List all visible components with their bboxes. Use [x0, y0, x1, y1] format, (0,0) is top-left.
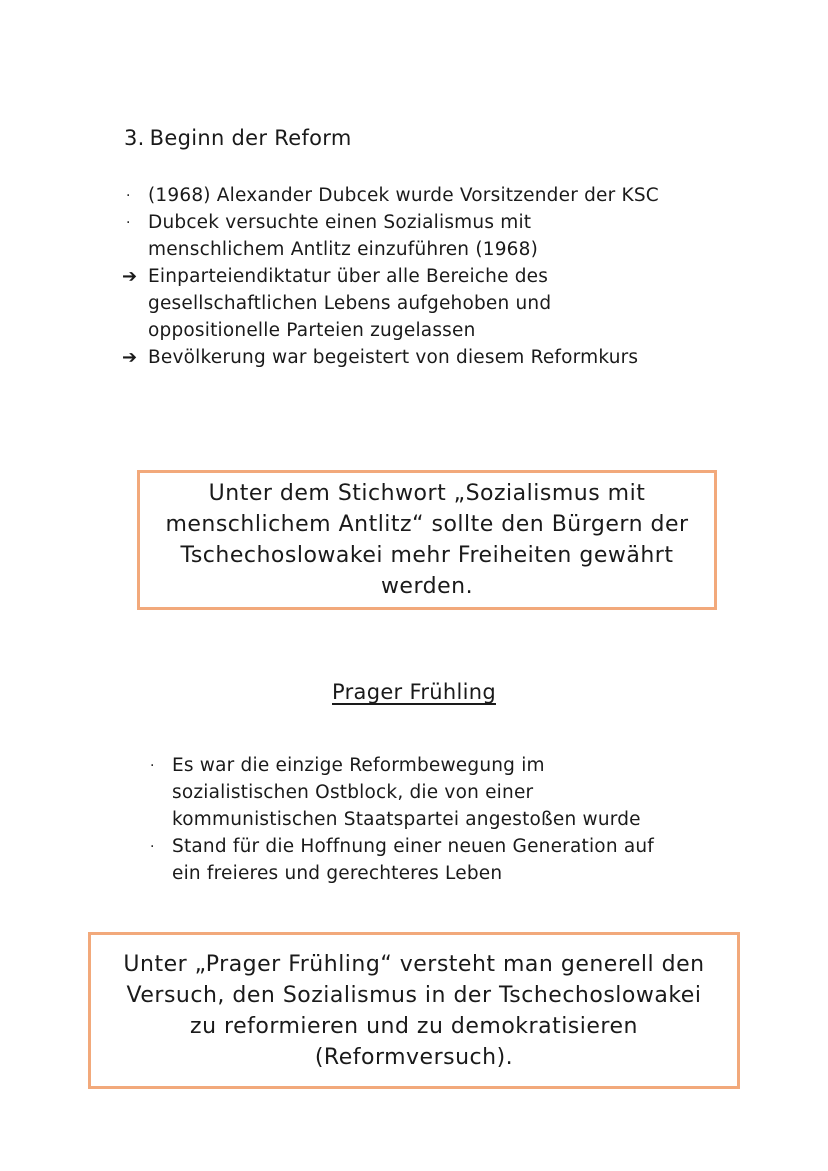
definition-line: (Reformversuch). — [314, 1044, 514, 1070]
list-item — [124, 344, 659, 371]
list-item-text: gesellschaftlichen Lebens aufgehoben und — [148, 293, 552, 314]
definition-line: zu reformieren und zu demokratisieren — [190, 1013, 638, 1039]
list-item — [148, 752, 654, 833]
section-heading — [124, 126, 352, 150]
bullet-dot-icon: · — [150, 839, 155, 855]
list-item-text: kommunistischen Staatspartei angestoßen wurde — [172, 809, 641, 830]
definition-line: Unter dem Stichwort „Sozialismus mit — [208, 481, 646, 506]
definition-line: Versuch, den Sozialismus in der Tschechoslowakei — [126, 982, 702, 1008]
list-item-text: ein freieres und gerechteres Leben — [172, 863, 503, 884]
list-item-text: sozialistischen Ostblock, die von einer — [172, 782, 534, 803]
bullet-dot-icon: · — [150, 758, 155, 774]
definition-line: Tschechoslowakei mehr Freiheiten gewährt — [180, 543, 674, 568]
list-item-text: Bevölkerung war begeistert von diesem Reformkurs — [148, 347, 639, 368]
definition-line: werden. — [380, 574, 474, 599]
definition-box-sozialismus — [137, 470, 717, 610]
definition-text — [123, 949, 704, 1073]
definition-text — [165, 478, 688, 602]
list-item-text: menschlichem Antlitz einzuführen (1968) — [148, 239, 539, 260]
subtitle-text: Prager Frühling — [332, 680, 496, 704]
list-item-text: Es war die einzige Reformbewegung im — [172, 755, 545, 776]
section-number: 3. — [124, 126, 145, 150]
arrow-right-icon: ➔ — [122, 266, 138, 287]
definition-line: Unter „Prager Frühling“ versteht man generell den — [123, 951, 705, 977]
subtitle-prager-fruehling — [0, 680, 828, 704]
list-item — [124, 182, 659, 209]
prag-bullet-list — [148, 752, 654, 887]
list-item-text: Dubcek versuchte einen Sozialismus mit — [148, 212, 532, 233]
reform-bullet-list — [124, 182, 659, 371]
list-item-text: Einparteiendiktatur über alle Bereiche des — [148, 266, 549, 287]
bullet-dot-icon: · — [126, 215, 131, 231]
arrow-right-icon: ➔ — [122, 347, 138, 368]
definition-box-prager-fruehling — [88, 932, 740, 1089]
list-item-text: oppositionelle Parteien zugelassen — [148, 320, 476, 341]
list-item-text: Stand für die Hoffnung einer neuen Generation auf — [172, 836, 655, 857]
definition-line: menschlichem Antlitz“ sollte den Bürgern der — [165, 512, 689, 537]
list-item — [124, 263, 659, 344]
list-item-text: (1968) Alexander Dubcek wurde Vorsitzender der KSC — [148, 185, 659, 206]
bullet-dot-icon: · — [126, 188, 131, 204]
list-item — [124, 209, 659, 263]
section-title: Beginn der Reform — [149, 126, 352, 150]
list-item — [148, 833, 654, 887]
